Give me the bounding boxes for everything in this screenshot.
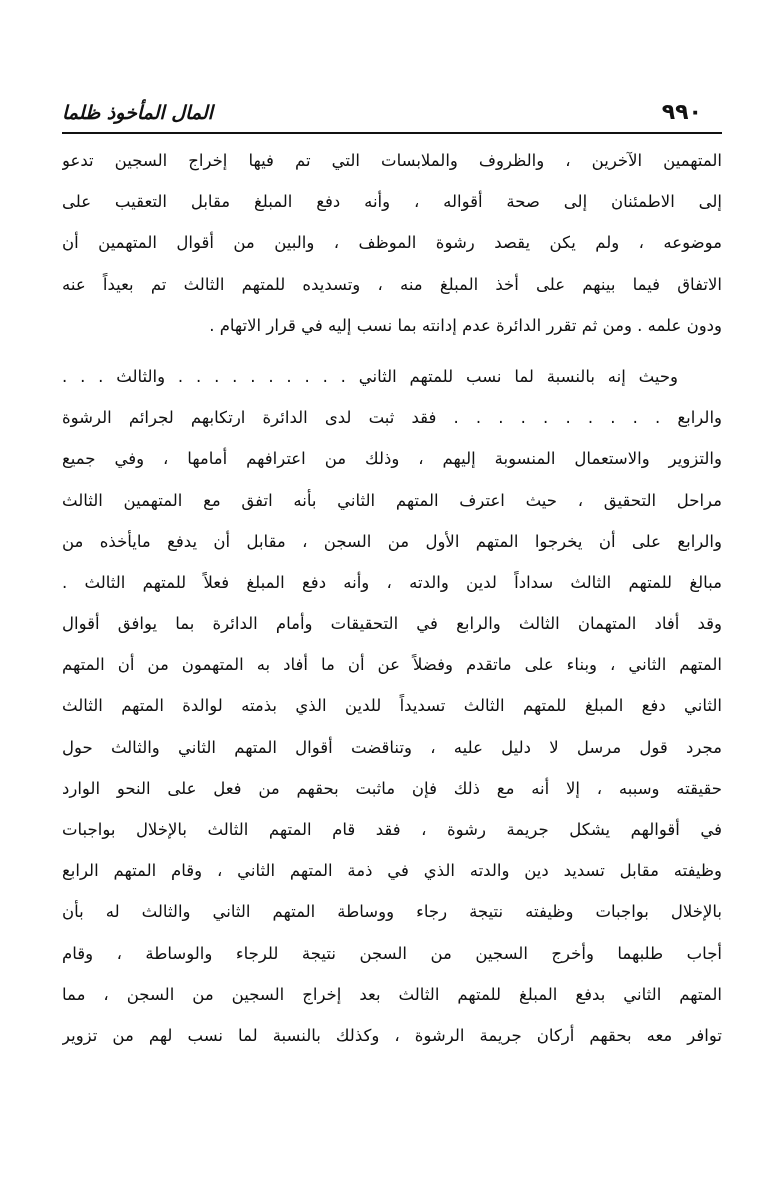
text-line: ودون علمه . ومن ثم تقرر الدائرة عدم إدانته بما نسب إليه في قرار الاتهام . — [209, 315, 722, 335]
text-line: المتهم الثاني ، وبناء على ماتقدم وفضلاً عن أن ما أفاد به المتهمون من أن المتهم — [62, 655, 722, 675]
running-title: المال المأخوذ ظلما — [62, 102, 213, 124]
text-line: توافر معه بحقهم أركان جريمة الرشوة ، وكذلك بالنسبة لما نسب لهم من تزوير — [62, 1025, 722, 1045]
text-line: حقيقته وسببه ، إلا أنه مع ذلك فإن ماثبت بحقهم من فعل على النحو الوارد — [62, 778, 722, 798]
text-line: والرابع . . . . . . . . . . فقد ثبت لدى الدائرة ارتكابهم لجرائم الرشوة — [62, 408, 722, 428]
paragraph — [62, 356, 722, 1056]
text-line: وظيفته مقابل تسديد دين والدته الذي في ذمة المتهم الثاني ، وقام المتهم الرابع — [62, 861, 722, 881]
text-line: مبالغ للمتهم الثالث سداداً لدين والدته ، وأنه دفع المبلغ فعلاً للمتهم الثالث . — [62, 572, 722, 592]
text-line: في أقوالهم يشكل جريمة رشوة ، فقد قام المتهم الثالث بالإخلال بواجبات — [62, 820, 722, 839]
body-text — [62, 140, 722, 1056]
text-line: والتزوير والاستعمال المنسوبة إليهم ، وذلك من اعترافهم أمامها ، وفي جميع — [62, 449, 722, 469]
text-line: والرابع على أن يخرجوا المتهم الأول من السجن ، مقابل أن يدفع مايأخذه من — [62, 531, 722, 551]
text-line: الاتفاق فيما بينهم على أخذ المبلغ منه ، وتسديده للمتهم الثالث تم بعيداً عنه — [62, 274, 722, 294]
text-line: وحيث إنه بالنسبة لما نسب للمتهم الثاني . . . . . . . . . . والثالث . . . — [62, 366, 678, 386]
page-header — [62, 96, 722, 132]
paragraph-gap — [62, 346, 722, 356]
text-line: المتهم الثاني بدفع المبلغ للمتهم الثالث بعد إخراج السجين من السجن ، مما — [62, 984, 722, 1004]
header-divider — [62, 132, 722, 134]
text-line: الثاني دفع المبلغ للمتهم الثالث تسديداً للدين الذي بذمته لوالدة المتهم الثالث — [62, 696, 722, 716]
text-line: المتهمين الآخرين ، والظروف والملابسات التي تم فيها إخراج السجين تدعو — [62, 151, 722, 170]
text-line: مجرد قول مرسل لا دليل عليه ، وتناقضت أقوال المتهم الثاني والثالث حول — [62, 737, 722, 757]
paragraph — [62, 140, 722, 346]
text-line: بالإخلال بواجبات وظيفته نتيجة رجاء ووساطة المتهم الثاني والثالث له بأن — [62, 902, 722, 922]
text-line: إلى الاطمئنان إلى صحة أقواله ، وأنه دفع المبلغ مقابل التعقيب على — [62, 192, 722, 212]
text-line: أجاب طلبهما وأخرج السجين من السجن نتيجة للرجاء والوساطة ، وقام — [62, 943, 722, 963]
text-line: مراحل التحقيق ، حيث اعترف المتهم الثاني بأنه اتفق مع المتهمين الثالث — [62, 490, 722, 510]
page-number: ٩٩٠ — [661, 100, 702, 125]
text-line: وقد أفاد المتهمان الثالث والرابع في التحقيقات وأمام الدائرة بما يوافق أقوال — [62, 614, 722, 634]
text-line: موضوعه ، ولم يكن يقصد رشوة الموظف ، والبين من أقوال المتهمين أن — [62, 233, 722, 253]
